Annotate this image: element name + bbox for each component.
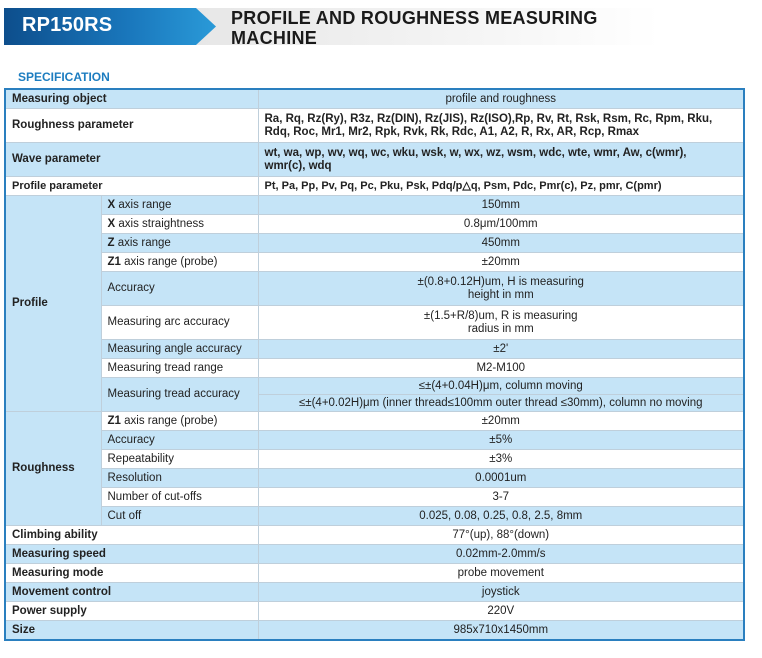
group-label-profile: Profile [5,196,101,412]
value-line-1: ±(1.5+R/8)um, R is measuring [423,310,578,322]
row-value: 220V [258,602,744,621]
table-row [5,507,744,526]
row-value: 985x710x1450mm [258,621,744,641]
value-line-2: height in mm [467,288,534,301]
table-row [5,488,744,507]
row-label-text: axis range [118,198,172,211]
row-value: ±5% [258,431,744,450]
model-name: RP150RS [22,14,113,36]
row-label: Size [5,621,258,641]
row-label [101,196,258,215]
row-value [258,143,744,177]
row-label: Movement control [5,583,258,602]
value-line-1: Ra, Rq, Rz(Ry), R3z, Rz(DIN), Rz(JIS), Rz(ISO),Rp, Rv, Rt, Rsk, Rsm, Rc, Rpm, Rku, [264,113,713,125]
table-row [5,621,744,641]
table-row [5,253,744,272]
row-label: Measuring object [5,89,258,109]
row-value: ≤±(4+0.02H)μm (inner thread≤100mm outer thread ≤30mm), column no moving [258,395,744,412]
row-label: Number of cut-offs [101,488,258,507]
table-row [5,469,744,488]
table-row [5,143,744,177]
row-label: Measuring mode [5,564,258,583]
axis-name: X [107,198,116,211]
title-line-2: MACHINE [231,28,318,48]
page-title [231,8,598,48]
row-value: Pt, Pa, Pp, Pv, Pq, Pc, Pku, Psk, Pdq/p△q, Psm, Pdc, Pmr(c), Pz, pmr, C(pmr) [258,177,744,196]
row-label: Measuring tread accuracy [101,378,258,412]
table-row [5,564,744,583]
row-value: ±2' [258,340,744,359]
row-label: Profile parameter [5,177,258,196]
table-row [5,412,744,431]
row-label: Power supply [5,602,258,621]
row-value: 0.025, 0.08, 0.25, 0.8, 2.5, 8mm [258,507,744,526]
row-value: 450mm [258,234,744,253]
value-line-2: radius in mm [467,322,534,335]
row-label: Measuring tread range [101,359,258,378]
value-line-1: ±(0.8+0.12H)um, H is measuring [417,276,584,288]
axis-name: X [107,217,116,230]
table-row [5,272,744,306]
table-row [5,89,744,109]
row-value: M2-M100 [258,359,744,378]
row-value: 3-7 [258,488,744,507]
specification-table [4,88,745,641]
table-row [5,378,744,395]
group-label-roughness: Roughness [5,412,101,526]
axis-name: Z [107,236,115,249]
row-label: Repeatability [101,450,258,469]
value-line-2: Rdq, Roc, Mr1, Mr2, Rpk, Rvk, Rk, Rdc, A1, A2, R, Rx, AR, Rcp, Rmax [264,125,639,138]
row-label: Wave parameter [5,143,258,177]
row-value: probe movement [258,564,744,583]
row-value: 0.02mm-2.0mm/s [258,545,744,564]
table-row [5,583,744,602]
table-row [5,545,744,564]
table-row [5,359,744,378]
row-label: Accuracy [101,431,258,450]
row-label: Cut off [101,507,258,526]
row-label: Resolution [101,469,258,488]
row-label: Roughness parameter [5,109,258,143]
row-value: 150mm [258,196,744,215]
row-value: joystick [258,583,744,602]
row-value [258,272,744,306]
row-label-text: axis range (probe) [124,255,218,268]
table-row [5,196,744,215]
table-row [5,306,744,340]
table-row [5,234,744,253]
section-heading: SPECIFICATION [18,70,110,84]
row-label: Measuring arc accuracy [101,306,258,340]
row-value: ≤±(4+0.04H)μm, column moving [258,378,744,395]
row-label [101,412,258,431]
row-label: Measuring speed [5,545,258,564]
title-line-1: PROFILE AND ROUGHNESS MEASURING [231,8,598,28]
row-label: Climbing ability [5,526,258,545]
table-row [5,177,744,196]
row-value [258,306,744,340]
table-row [5,215,744,234]
row-label [101,234,258,253]
table-row [5,450,744,469]
row-value: ±20mm [258,412,744,431]
row-label [101,215,258,234]
row-label: Measuring angle accuracy [101,340,258,359]
row-label-text: axis straightness [118,217,205,230]
axis-name: Z1 [107,414,121,427]
table-row [5,431,744,450]
table-row [5,340,744,359]
row-value: 0.0001um [258,469,744,488]
row-value: 0.8μm/100mm [258,215,744,234]
table-row [5,526,744,545]
row-value: 77°(up), 88°(down) [258,526,744,545]
row-label: Accuracy [101,272,258,306]
row-value [258,109,744,143]
value-line-2: wmr(c), wdq [264,159,332,172]
row-value: ±3% [258,450,744,469]
row-label [101,253,258,272]
row-value: profile and roughness [258,89,744,109]
row-label-text: axis range [117,236,171,249]
row-label-text: axis range (probe) [124,414,218,427]
value-line-1: wt, wa, wp, wv, wq, wc, wku, wsk, w, wx, wz, wsm, wdc, wte, wmr, Aw, c(wmr), [264,147,687,159]
table-row [5,109,744,143]
axis-name: Z1 [107,255,121,268]
row-value: ±20mm [258,253,744,272]
table-row [5,602,744,621]
